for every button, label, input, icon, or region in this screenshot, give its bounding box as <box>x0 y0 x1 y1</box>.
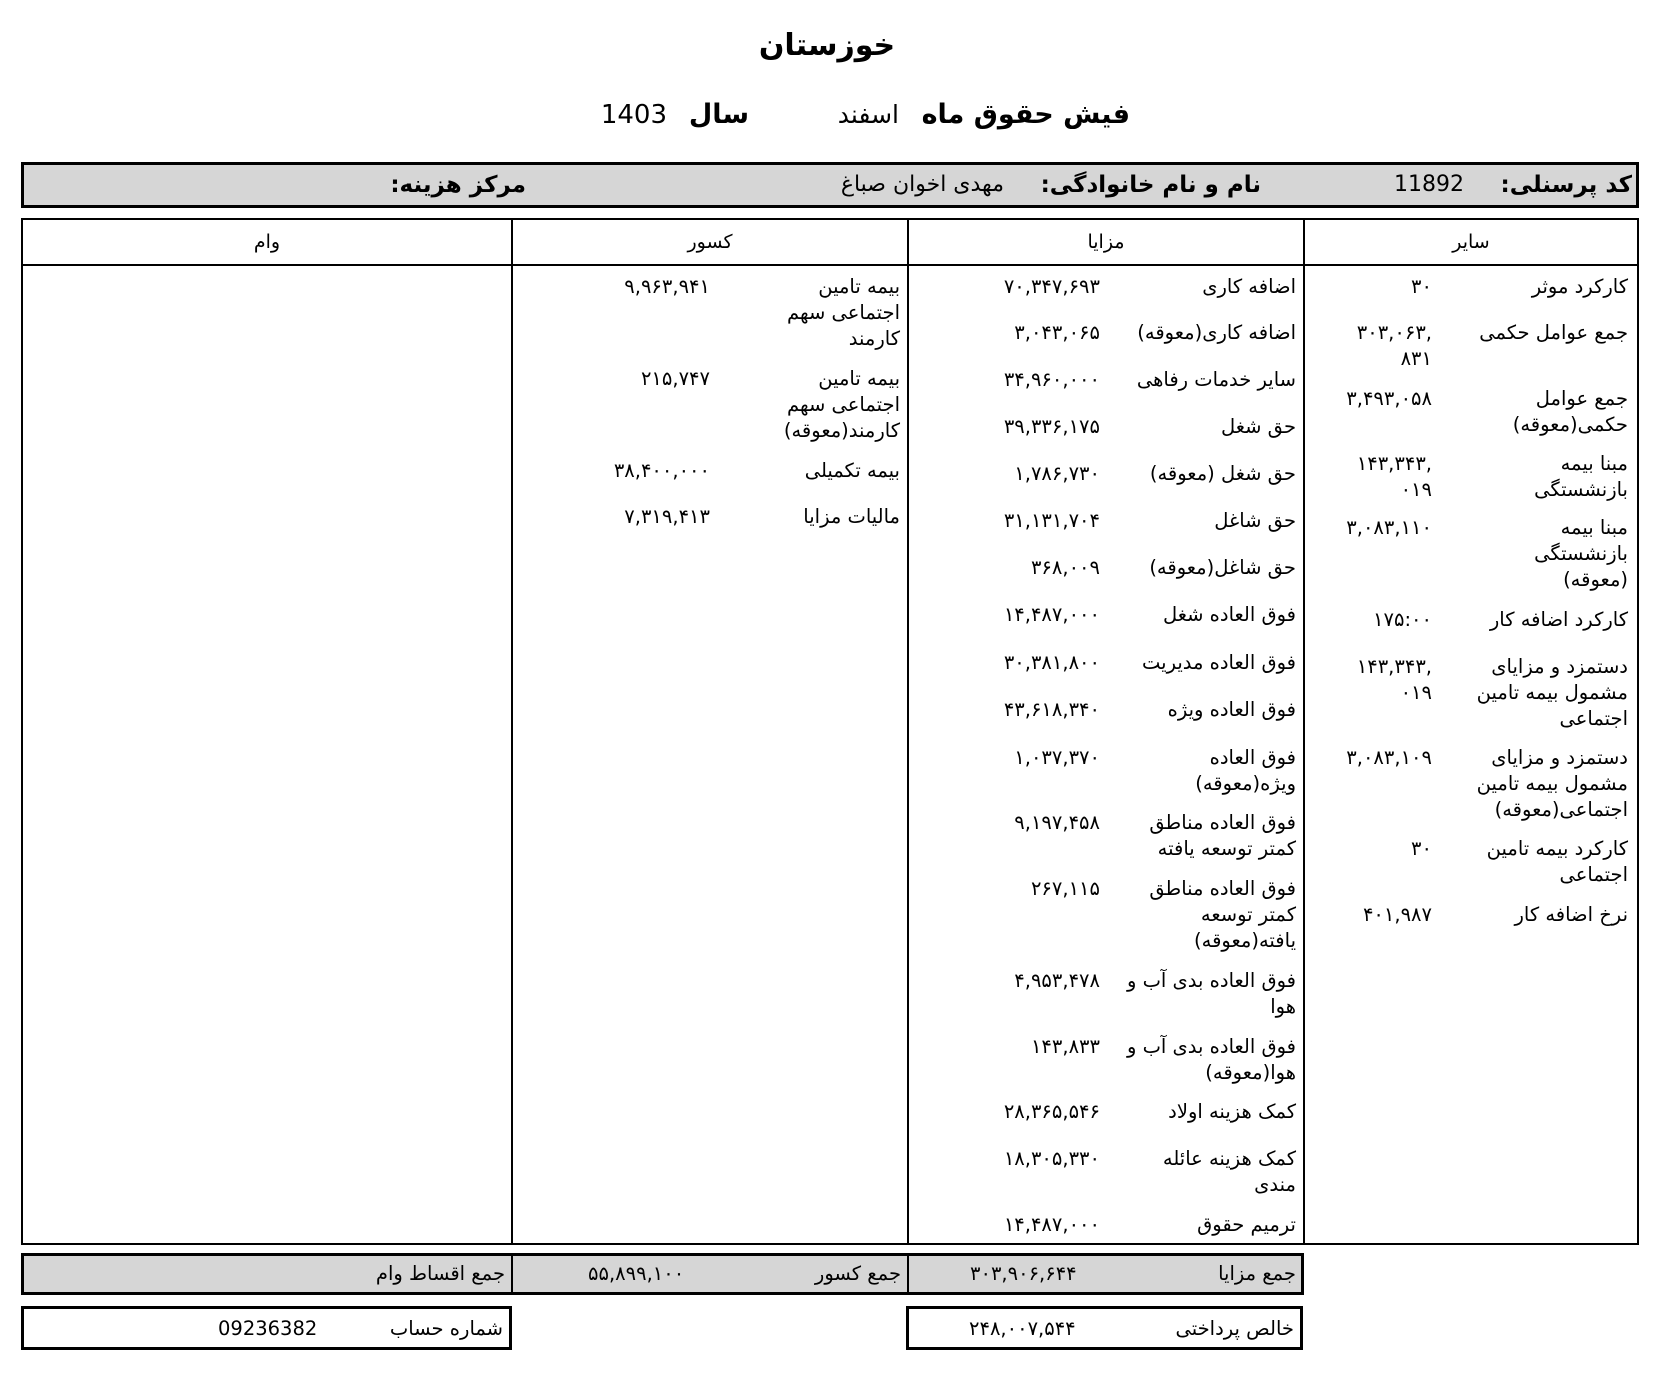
employee-info-bar <box>21 162 1639 208</box>
total-benefits-label: جمع مزایا <box>1218 1262 1296 1285</box>
cost-center-label: مرکز هزینه: <box>390 172 526 198</box>
organization-title: خوزستان <box>758 28 896 63</box>
net-pay-label: خالص پرداختی <box>1175 1317 1294 1340</box>
column-header-deductions: کسور <box>687 231 733 253</box>
total-deductions-value: ۵۵,۸۹۹,۱۰۰ <box>588 1262 685 1285</box>
year-label: سال <box>688 99 749 130</box>
header-divider <box>21 264 1639 266</box>
column-header-benefits: مزایا <box>1087 231 1125 253</box>
month-value: اسفند <box>837 100 899 129</box>
employee-name-value: مهدی اخوان صباغ <box>840 172 1004 197</box>
account-box <box>21 1306 512 1350</box>
slip-heading <box>0 95 1654 135</box>
column-divider <box>907 1253 909 1295</box>
column-divider <box>907 218 909 1245</box>
net-pay-value: ۲۴۸,۰۰۷,۵۴۴ <box>969 1317 1076 1340</box>
personnel-code-value: 11892 <box>1394 172 1464 197</box>
total-loan-label: جمع اقساط وام <box>375 1262 505 1285</box>
slip-label: فیش حقوق ماه <box>921 99 1130 130</box>
column-header-loan: وام <box>253 231 281 253</box>
year-value: 1403 <box>600 100 667 130</box>
column-header-other: سایر <box>1452 231 1490 253</box>
column-divider <box>511 218 513 1245</box>
column-divider <box>1303 218 1305 1245</box>
net-pay-box <box>906 1306 1303 1350</box>
account-label: شماره حساب <box>389 1317 503 1340</box>
account-number: 09236382 <box>218 1317 318 1340</box>
total-deductions-label: جمع کسور <box>814 1262 901 1285</box>
personnel-code-label: کد پرسنلی: <box>1500 172 1632 198</box>
employee-name-label: نام و نام خانوادگی: <box>1040 172 1261 198</box>
total-benefits-value: ۳۰۳,۹۰۶,۶۴۴ <box>970 1262 1077 1285</box>
column-divider <box>511 1253 513 1295</box>
